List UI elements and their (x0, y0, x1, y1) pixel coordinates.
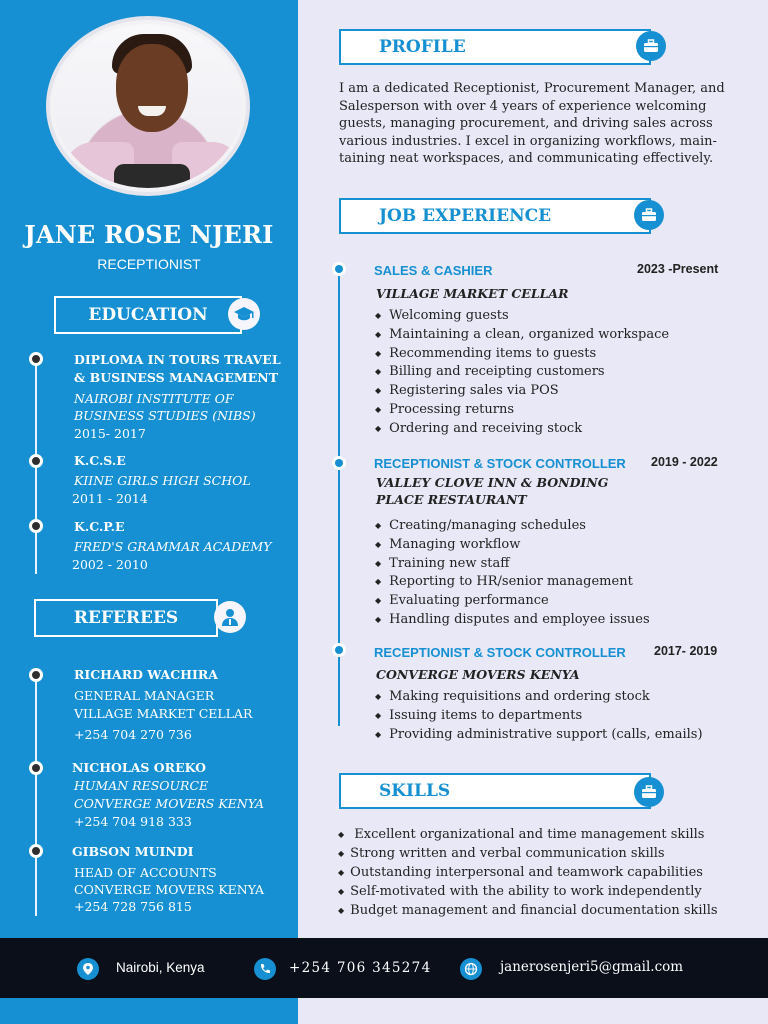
list-item: ◆ Reporting to HR/senior management (375, 573, 650, 592)
job-title: SALES & CASHIER (374, 263, 493, 278)
timeline-dot (29, 352, 43, 366)
referee-position: HUMAN RESOURCE (74, 778, 209, 793)
referee-company: CONVERGE MOVERS KENYA (74, 882, 265, 897)
list-item: ◆ Welcoming guests (375, 307, 669, 326)
job-title: RECEPTIONIST & STOCK CONTROLLER (374, 645, 626, 660)
skills-list (338, 826, 718, 921)
timeline-dot (29, 454, 43, 468)
briefcase-icon (636, 31, 666, 61)
timeline-dot (29, 519, 43, 533)
education-title: & BUSINESS MANAGEMENT (74, 370, 279, 385)
education-heading: EDUCATION (54, 296, 242, 334)
education-institution: NAIROBI INSTITUTE OF (74, 391, 234, 406)
education-institution: BUSINESS STUDIES (NIBS) (74, 408, 256, 423)
referee-phone: +254 728 756 815 (74, 899, 192, 914)
job-date: 2023 -Present (637, 262, 719, 276)
job-title: RECEPTIONIST & STOCK CONTROLLER (374, 456, 626, 471)
contact-email[interactable]: janerosenjeri5@gmail.com (500, 959, 684, 975)
education-institution: FRED'S GRAMMAR ACADEMY (74, 539, 272, 554)
person-name: JANE ROSE NJERI (24, 220, 274, 249)
skills-heading: SKILLS (339, 773, 651, 809)
list-item: ◆ Evaluating performance (375, 592, 650, 611)
list-item: ◆ Handling disputes and employee issues (375, 611, 650, 630)
list-item: ◆ Creating/managing schedules (375, 517, 650, 536)
education-years: 2002 - 2010 (72, 557, 148, 572)
profile-heading: PROFILE (339, 29, 651, 65)
profile-summary: I am a dedicated Receptionist, Procurement Manager, and Salesperson with over 4 years of experience welcoming guests, managing procurement, and driving sales across various industries. I excel in organizing workflows, main- taining neat workspaces, and communicating effectively. (339, 81, 725, 166)
list-item: ◆ Excellent organizational and time management skills (338, 826, 718, 845)
referee-phone: +254 704 270 736 (74, 727, 192, 742)
job-date: 2017- 2019 (654, 644, 718, 658)
list-item: ◆ Registering sales via POS (375, 382, 669, 401)
education-years: 2015- 2017 (74, 426, 146, 441)
education-years: 2011 - 2014 (72, 491, 148, 506)
list-item: ◆ Processing returns (375, 401, 669, 420)
job-company: VILLAGE MARKET CELLAR (376, 286, 569, 301)
list-item: ◆ Strong written and verbal communication skills (338, 845, 718, 864)
list-item: ◆ Self-motivated with the ability to work independently (338, 883, 718, 902)
job-duties (375, 688, 703, 744)
referee-position: HEAD OF ACCOUNTS (74, 865, 217, 880)
job-date: 2019 - 2022 (651, 455, 718, 469)
job-company: VALLEY CLOVE INN & BONDING (376, 475, 609, 490)
list-item: ◆ Issuing items to departments (375, 707, 703, 726)
footer-bar-right (298, 998, 768, 1024)
job-duties (375, 517, 650, 630)
profile-photo (46, 16, 250, 196)
list-item: ◆ Outstanding interpersonal and teamwork capabilities (338, 864, 718, 883)
referees-timeline (35, 672, 37, 916)
briefcase-icon (634, 200, 664, 230)
education-institution: KIINE GIRLS HIGH SCHOL (74, 473, 251, 488)
contact-footer (0, 938, 768, 998)
contact-location: Nairobi, Kenya (116, 960, 205, 975)
contact-phone[interactable]: +254 706 345274 (289, 960, 432, 976)
referee-company: VILLAGE MARKET CELLAR (74, 706, 253, 721)
referees-heading: REFEREES (34, 599, 218, 637)
education-title: K.C.S.E (74, 453, 126, 468)
timeline-dot (29, 844, 43, 858)
user-icon (214, 601, 246, 633)
briefcase-icon (634, 777, 664, 807)
experience-heading: JOB EXPERIENCE (339, 198, 651, 234)
job-duties (375, 307, 669, 439)
referee-name: RICHARD WACHIRA (74, 667, 218, 682)
list-item: ◆ Managing workflow (375, 536, 650, 555)
person-role: RECEPTIONIST (97, 256, 201, 272)
list-item: ◆ Maintaining a clean, organized workspace (375, 326, 669, 345)
left-column (0, 0, 298, 938)
timeline-dot (29, 668, 43, 682)
job-company: PLACE RESTAURANT (376, 492, 527, 507)
timeline-dot (332, 456, 346, 470)
list-item: ◆ Making requisitions and ordering stock (375, 688, 703, 707)
experience-timeline (338, 268, 340, 726)
list-item: ◆ Providing administrative support (calls, emails) (375, 726, 703, 745)
list-item: ◆ Training new staff (375, 555, 650, 574)
phone-icon (254, 958, 276, 980)
referee-position: GENERAL MANAGER (74, 688, 215, 703)
timeline-dot (332, 262, 346, 276)
list-item: ◆ Ordering and receiving stock (375, 420, 669, 439)
location-icon (77, 958, 99, 980)
referee-phone: +254 704 918 333 (74, 814, 192, 829)
timeline-dot (29, 761, 43, 775)
referee-name: GIBSON MUINDI (72, 844, 194, 859)
list-item: ◆ Budget management and financial documentation skills (338, 902, 718, 921)
timeline-dot (332, 643, 346, 657)
referee-name: NICHOLAS OREKO (72, 760, 207, 775)
education-title: DIPLOMA IN TOURS TRAVEL (74, 352, 281, 367)
list-item: ◆ Recommending items to guests (375, 345, 669, 364)
list-item: ◆ Billing and receipting customers (375, 363, 669, 382)
job-company: CONVERGE MOVERS KENYA (376, 667, 580, 682)
graduation-cap-icon (228, 298, 260, 330)
education-title: K.C.P.E (74, 519, 125, 534)
referee-company: CONVERGE MOVERS KENYA (74, 796, 265, 811)
globe-icon (460, 958, 482, 980)
